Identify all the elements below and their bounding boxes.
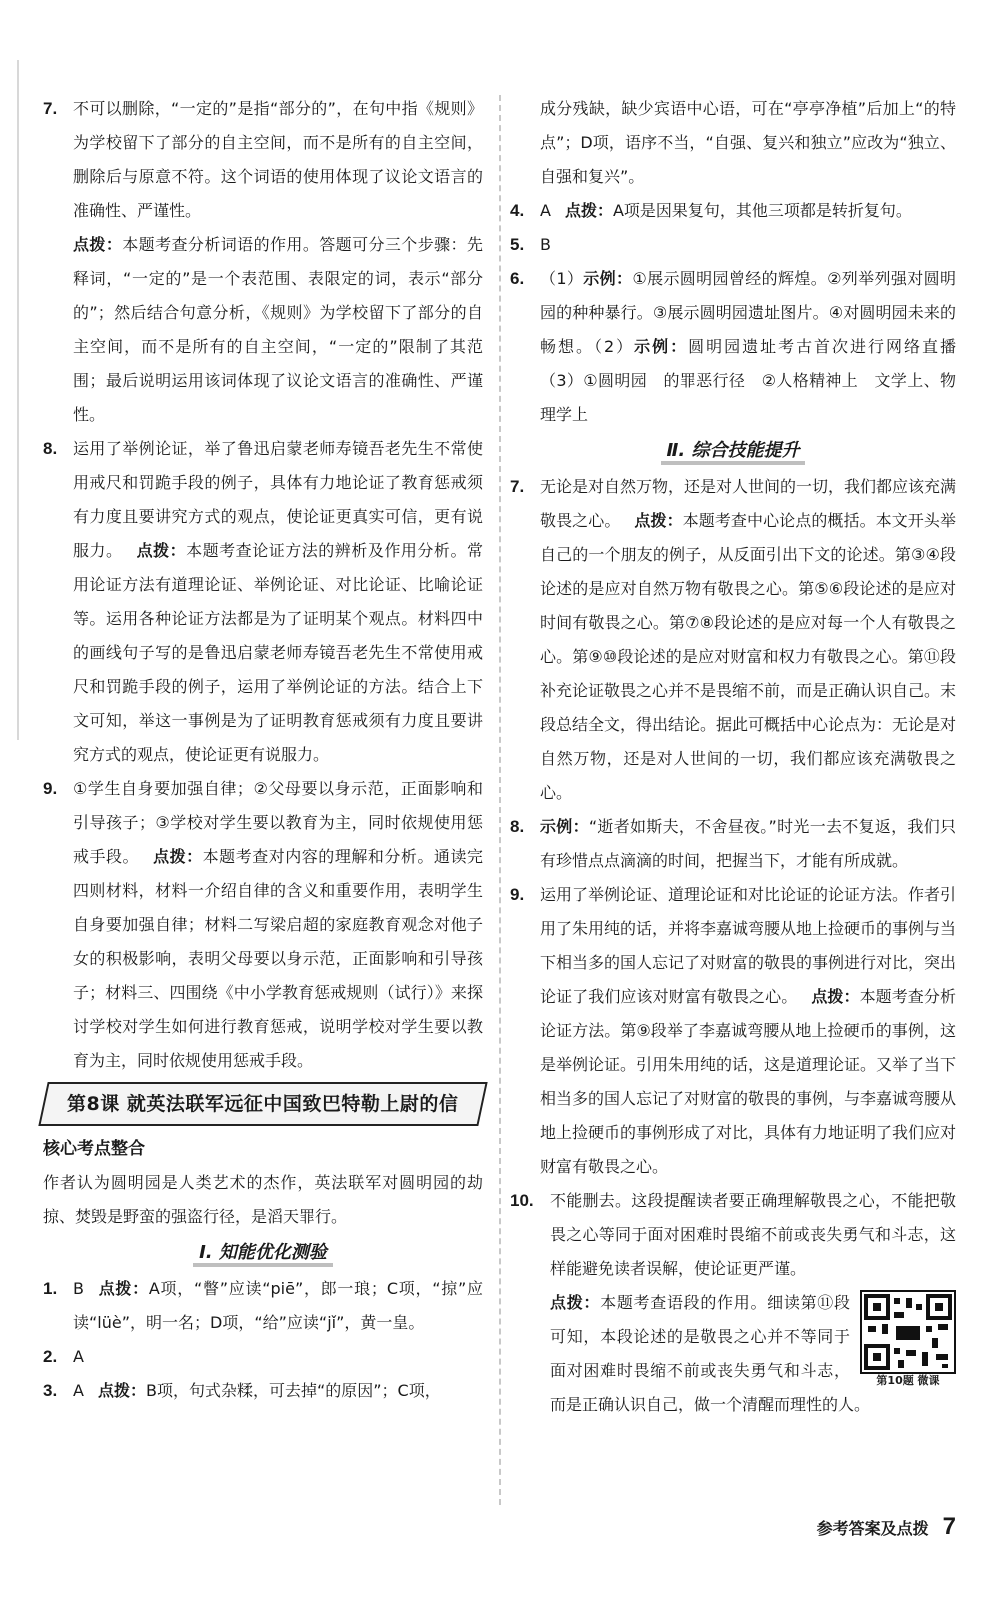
tip-label: 点拨： <box>73 235 123 254</box>
qr-caption: 第10题 微课 <box>876 1374 940 1387</box>
tip-label: 点拨： <box>136 541 187 560</box>
tip-text: B项，句式杂糅，可去掉“的原因”；C项， <box>145 1381 441 1400</box>
tip-label: 点拨： <box>634 511 683 530</box>
answer-10 <box>510 1184 956 1422</box>
answer-number: 5. <box>510 235 525 254</box>
answer-text: ①圆明园 的罪恶行径 ②人格精神上 文学上、物理学上 <box>540 371 956 424</box>
answer-7 <box>43 92 483 432</box>
column-divider <box>499 95 501 1505</box>
answer-number: 7. <box>43 99 58 118</box>
answer-number: 10. <box>510 1191 534 1210</box>
answer-number: 4. <box>510 201 525 220</box>
qr-code-icon[interactable] <box>860 1290 956 1374</box>
answer-8b <box>510 810 956 878</box>
answer-text: 无论是对自然万物，还是对人世间的一切，我们都应该充满敬畏之心。 <box>540 477 957 530</box>
tip-label: 点拨： <box>153 847 203 866</box>
example-label: 示例： <box>583 269 633 288</box>
part-marker: （1） <box>540 269 584 288</box>
answer-number: 9. <box>510 885 525 904</box>
tip-text: 本题考查对内容的理解和分析。通读完四则材料，材料一介绍自律的含义和重要作用，表明学生自身要加强自律；材料二写梁启超的家庭教育观念对他子女的积极影响，表明父母要以身示范，正面影响和引导孩子；材料三、四围绕《中小学教育惩戒规则（试行）》来探讨学校对学生如何进行教育惩戒，说明学校对学生要以教育为主，同时依规使用惩戒手段。 <box>73 847 483 1070</box>
tip-paragraph <box>73 228 483 432</box>
tip-paragraph <box>550 1286 956 1422</box>
answer-2 <box>43 1340 483 1374</box>
answer-number: 9. <box>43 779 58 798</box>
answer-4 <box>510 194 956 228</box>
tip-label: 点拨： <box>564 201 613 220</box>
part-marker: （3） <box>540 371 584 390</box>
left-column <box>43 92 483 1408</box>
margin-rule <box>17 60 19 740</box>
answer-7b <box>510 470 956 810</box>
core-points-text: 作者认为圆明园是人类艺术的杰作，英法联军对圆明园的劫掠、焚毁是野蛮的强盗行径，是滔天罪行。 <box>43 1173 483 1226</box>
lesson-title: 第8课 就英法联军远征中国致巴特勒上尉的信 <box>67 1093 459 1115</box>
answer-text: 圆明园遗址考古首次进行网络直播 <box>688 337 956 356</box>
answer-3-continued: 成分残缺，缺少宾语中心语，可在“亭亭净植”后加上“的特点”；D项，语序不当，“自强、复兴和独立”应改为“独立、自强和复兴”。 <box>540 99 956 186</box>
example-label: 示例： <box>634 337 689 356</box>
answer-text: ①学生自身要加强自律；②父母要以身示范，正面影响和引导孩子；③学校对学生要以教育为主，同时依规使用惩戒手段。 <box>73 779 483 866</box>
part-marker: （2） <box>593 337 635 356</box>
answer-9 <box>43 772 483 1078</box>
answer-text: ①展示圆明园曾经的辉煌。②列举列强对圆明园的种种暴行。③展示圆明园遗址图片。④对圆明园未来的畅想。 <box>540 269 956 356</box>
section-heading-1 <box>43 1236 483 1270</box>
answer-3 <box>43 1374 483 1408</box>
page-number: 7 <box>942 1513 956 1540</box>
section-heading-text: Ⅰ. 知能优化测验 <box>193 1242 333 1267</box>
answer-number: 1. <box>43 1279 58 1298</box>
footer-label: 参考答案及点拨 <box>816 1519 929 1538</box>
tip-text: 本题考查分析词语的作用。答题可分三个步骤：先释词，“一定的”是一个表范围、表限定的词，表示“部分的”；然后结合句意分析，《规则》为学校留下了部分的自主空间，而不是所有的自主空间，“一定的”限制了其范围；最后说明运用该词体现了议论文语言的准确性、严谨性。 <box>73 235 483 424</box>
answer-5 <box>510 228 956 262</box>
answer-text: A <box>540 201 551 220</box>
tip-text: 本题考查中心论点的概括。本文开头举自己的一个朋友的例子，从反面引出下文的论述。第③④段论述的是应对自然万物有敬畏之心。第⑤⑥段论述的是应对时间有敬畏之心。第⑦⑧段论述的是应对每一个人有敬畏之心。第⑨⑩段论述的是应对财富和权力有敬畏之心。第⑪段补充论证敬畏之心并不是畏缩不前，而是正确认识自己。末段总结全文，得出结论。据此可概括中心论点为：无论是对自然万物，还是对人世间的一切，我们都应该充满敬畏之心。 <box>540 511 957 802</box>
answer-number: 8. <box>43 439 58 458</box>
tip-text: 本题考查分析论证方法。第⑨段举了李嘉诚弯腰从地上捡硬币的事例，这是举例论证。引用朱用纯的话，这是道理论证。又举了当下相当多的国人忘记了对财富的敬畏的事例，与李嘉诚弯腰从地上捡硬币的事例形成了对比，具体有力地证明了我们应对财富有敬畏之心。 <box>540 987 957 1176</box>
qr-code-graphic <box>862 1292 954 1372</box>
answer-9b <box>510 878 956 1184</box>
tip-text: 本题考查论证方法的辨析及作用分析。常用论证方法有道理论证、举例论证、对比论证、比喻论证等。运用各种论证方法都是为了证明某个观点。材料四中的画线句子写的是鲁迅启蒙老师寿镜吾老先生不常使用戒尺和罚跪手段的例子，运用了举例论证的方法。结合上下文可知，举这一事例是为了证明教育惩戒须有力度且要讲究方式的观点，使论证更有说服力。 <box>73 541 483 764</box>
core-points-heading: 核心考点整合 <box>43 1139 145 1159</box>
example-label: 示例： <box>540 817 589 836</box>
answer-number: 6. <box>510 269 525 288</box>
tip-label: 点拨： <box>811 987 860 1006</box>
answer-text: B <box>73 1279 84 1298</box>
answer-number: 7. <box>510 477 525 496</box>
answer-number: 2. <box>43 1347 58 1366</box>
answer-number: 8. <box>510 817 525 836</box>
answer-text: 运用了举例论证、道理论证和对比论证的论证方法。作者引用了朱用纯的话，并将李嘉诚弯腰从地上捡硬币的事例与当下相当多的国人忘记了对财富的敬畏的事例进行对比，突出论证了我们应该对财富有敬畏之心。 <box>540 885 957 1006</box>
answer-text: B <box>540 235 551 254</box>
tip-label: 点拨： <box>97 1279 149 1298</box>
tip-label: 点拨： <box>97 1381 146 1400</box>
answer-text: A <box>73 1347 84 1366</box>
tip-text: 本题考查语段的作用。细读第⑪段可知，本段论述的是敬畏之心并不等同于面对困难时畏缩不前或丧失勇气和斗志，而是正确认识自己，做一个清醒而理性的人。 <box>550 1293 871 1414</box>
right-column <box>510 92 956 1422</box>
answer-6 <box>510 262 956 432</box>
answer-text: 运用了举例论证，举了鲁迅启蒙老师寿镜吾老先生不常使用戒尺和罚跪手段的例子，具体有力地论证了教育惩戒须有力度且要讲究方式的观点，使论证更真实可信，更有说服力。 <box>73 439 483 560</box>
page-footer <box>817 1513 956 1541</box>
lesson-title-bar <box>38 1082 487 1126</box>
tip-text: A项是因果复句，其他三项都是转折复句。 <box>612 201 912 220</box>
answer-text: “逝者如斯夫，不舍昼夜。”时光一去不复返，我们只有珍惜点点滴滴的时间，把握当下，才能有所成就。 <box>540 817 956 870</box>
tip-label: 点拨： <box>550 1293 601 1312</box>
answer-8 <box>43 432 483 772</box>
answer-1 <box>43 1272 483 1340</box>
answer-text: 不可以删除，“一定的”是指“部分的”，在句中指《规则》为学校留下了部分的自主空间，而不是所有的自主空间，删除后与原意不符。这个词语的使用体现了议论文语言的准确性、严谨性。 <box>73 99 483 220</box>
answer-text: 不能删去。这段提醒读者要正确理解敬畏之心，不能把敬畏之心等同于面对困难时畏缩不前或丧失勇气和斗志，这样能避免读者误解，使论证更严谨。 <box>550 1191 956 1278</box>
answer-text: A <box>73 1381 84 1400</box>
tip-text: A项，“瞥”应读“piē”，郎一琅；C项，“掠”应读“lüè”，明一名；D项，“给”应读“jǐ”，黄一皇。 <box>73 1279 483 1332</box>
section-heading-text: Ⅱ. 综合技能提升 <box>661 440 806 465</box>
section-heading-2 <box>510 434 956 468</box>
qr-code-block[interactable] <box>860 1290 956 1388</box>
answer-number: 3. <box>43 1381 58 1400</box>
